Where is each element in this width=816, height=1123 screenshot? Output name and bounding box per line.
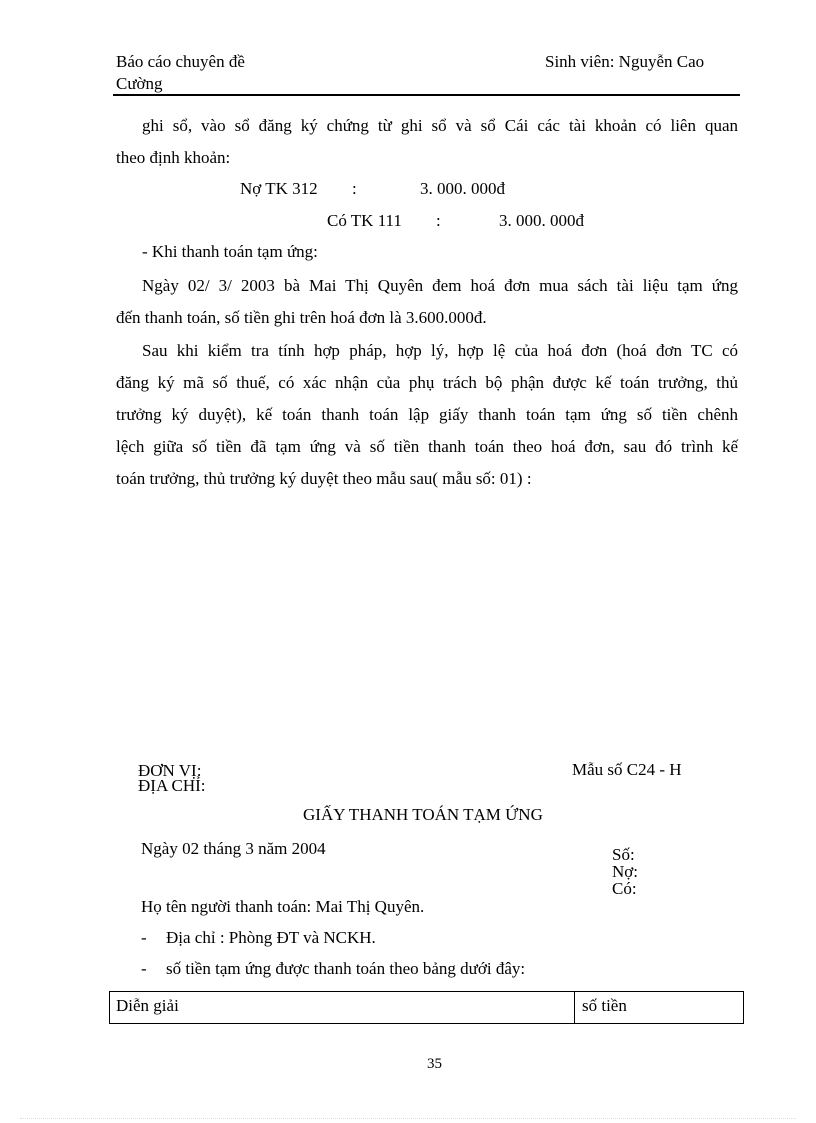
table-divider xyxy=(574,992,575,1023)
form-address-bullet: - xyxy=(141,928,147,947)
paragraph-line: ghi sổ, vào sổ đăng ký chứng từ ghi sổ và sổ Cái các tài khoản có liên quan xyxy=(142,116,738,135)
table-header-description: Diễn giải xyxy=(116,996,179,1015)
form-unit: ĐƠN VỊ: xyxy=(138,761,202,780)
form-title: GIẤY THANH TOÁN TẠM ỨNG xyxy=(303,805,543,824)
header-rule xyxy=(113,94,740,96)
header-left-line2: Cường xyxy=(116,74,163,93)
paragraph-line: đăng ký mã số thuế, có xác nhận của phụ trách bộ phận được kế toán trưởng, thủ xyxy=(116,373,738,392)
entry-1-label: Nợ TK 312 xyxy=(240,179,318,198)
form-amount-bullet: - xyxy=(141,959,147,978)
bottom-dotted-edge xyxy=(20,1118,796,1119)
form-address-item: Địa chỉ : Phòng ĐT và NCKH. xyxy=(166,928,376,947)
paragraph-3 xyxy=(116,270,738,334)
paragraph-line: Sau khi kiểm tra tính hợp pháp, hợp lý, hợp lệ của hoá đơn (hoá đơn TC có xyxy=(142,341,738,360)
entry-2-sep: : xyxy=(436,211,441,230)
paragraph-1 xyxy=(116,110,738,174)
form-so: Số: xyxy=(612,845,635,864)
form-payer: Họ tên người thanh toán: Mai Thị Quyên. xyxy=(141,897,425,916)
form-address: ĐỊA CHỈ: xyxy=(138,776,206,795)
form-date: Ngày 02 tháng 3 năm 2004 xyxy=(141,839,326,858)
paragraph-line: Ngày 02/ 3/ 2003 bà Mai Thị Quyên đem hoá đơn mua sách tài liệu tạm ứng xyxy=(142,276,738,295)
paragraph-line: trưởng ký duyệt), kế toán thanh toán lập giấy thanh toán tạm ứng số tiền chênh xyxy=(116,405,738,424)
paragraph-line: đến thanh toán, số tiền ghi trên hoá đơn là 3.600.000đ. xyxy=(116,308,487,327)
entry-2-amount: 3. 000. 000đ xyxy=(499,211,584,230)
form-co: Có: xyxy=(612,879,637,898)
entry-2-label: Có TK 111 xyxy=(327,211,402,230)
paragraph-4 xyxy=(116,335,738,495)
paragraph-line: theo định khoản: xyxy=(116,148,231,167)
form-no: Nợ: xyxy=(612,862,638,881)
form-amount-item: số tiền tạm ứng được thanh toán theo bảng dưới đây: xyxy=(166,959,526,978)
paragraph-2: - Khi thanh toán tạm ứng: xyxy=(142,242,318,261)
payment-table xyxy=(109,991,744,1024)
page-number: 35 xyxy=(427,1056,442,1072)
form-template-number: Mẫu số C24 - H xyxy=(572,760,682,779)
entry-1-sep: : xyxy=(352,179,357,198)
paragraph-line: toán trưởng, thủ trưởng ký duyệt theo mẫu sau( mẫu số: 01) : xyxy=(116,469,532,488)
header-left-line1: Báo cáo chuyên đề xyxy=(116,52,245,71)
entry-1-amount: 3. 000. 000đ xyxy=(420,179,505,198)
header-right: Sinh viên: Nguyễn Cao xyxy=(545,52,705,71)
paragraph-line: lệch giữa số tiền đã tạm ứng và số tiền thanh toán theo hoá đơn, sau đó trình kế xyxy=(116,437,738,456)
table-header-amount: số tiền xyxy=(582,996,627,1015)
